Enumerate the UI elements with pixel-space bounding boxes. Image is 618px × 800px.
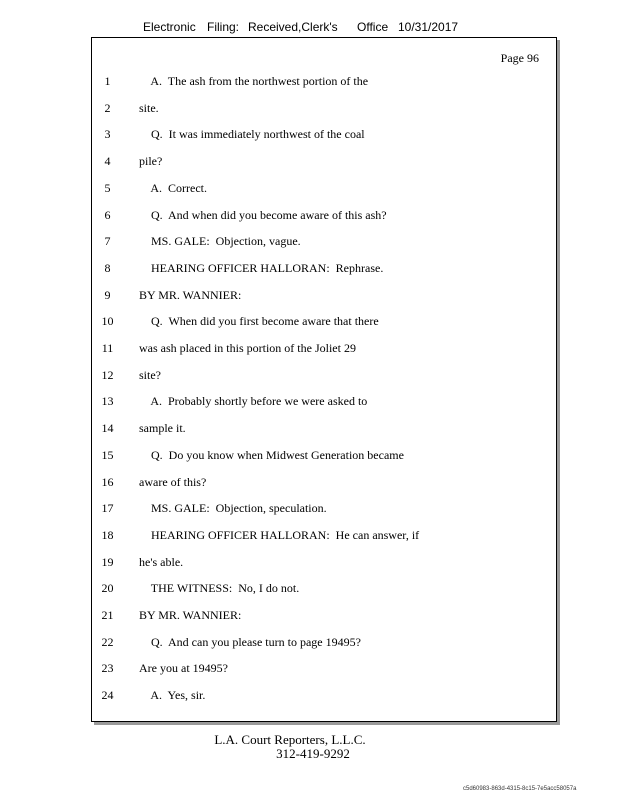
line-text: Q. When did you first become aware that there (139, 314, 379, 329)
transcript-line (92, 581, 556, 599)
transcript-line (92, 608, 556, 626)
document-id: c5d60983-863d-4315-8c15-7e5acc58057a (463, 786, 577, 792)
line-number: 18 (101, 527, 114, 542)
line-text: HEARING OFFICER HALLORAN: He can answer, if (139, 527, 420, 542)
line-text: Q. And when did you become aware of this ash? (139, 207, 387, 222)
header-filing: Filing: (207, 20, 240, 34)
line-text: MS. GALE: Objection, speculation. (139, 501, 327, 516)
transcript-line (92, 528, 556, 546)
transcript-line (92, 127, 556, 145)
line-number: 6 (104, 207, 111, 222)
transcript-page (91, 37, 557, 722)
filing-stamp-header (0, 20, 618, 36)
line-text: sample it. (139, 421, 186, 436)
line-number: 14 (101, 421, 114, 436)
line-number: 19 (101, 554, 114, 569)
transcript-line (92, 368, 556, 386)
line-text: A. Correct. (139, 180, 207, 195)
transcript-line (92, 261, 556, 279)
line-number: 21 (101, 608, 114, 622)
line-number: 22 (101, 634, 114, 649)
transcript-line (92, 555, 556, 573)
transcript-line (92, 181, 556, 199)
line-text: MS. GALE: Objection, vague. (139, 234, 301, 249)
transcript-line (92, 234, 556, 252)
line-number: 10 (101, 314, 114, 329)
line-number: 23 (101, 661, 114, 676)
transcript-line (92, 688, 556, 706)
transcript-line (92, 288, 556, 306)
line-number: 3 (104, 127, 111, 142)
footer-company: L.A. Court Reporters, L.L.C. (214, 732, 366, 747)
footer-phone: 312-419-9292 (276, 746, 350, 761)
line-number: 15 (101, 447, 114, 462)
line-number: 9 (104, 287, 111, 302)
transcript-line (92, 314, 556, 332)
line-number: 1 (104, 74, 111, 88)
line-text: A. Probably shortly before we were asked to (139, 394, 368, 409)
transcript-line (92, 341, 556, 359)
line-text: Q. Do you know when Midwest Generation became (139, 447, 404, 462)
line-number: 13 (101, 394, 114, 409)
header-office: Office (357, 20, 389, 34)
line-text: HEARING OFFICER HALLORAN: Rephrase. (139, 260, 384, 275)
line-number: 11 (101, 341, 114, 355)
transcript-line (92, 661, 556, 679)
line-text: Q. And can you please turn to page 19495? (139, 634, 361, 649)
transcript-line (92, 448, 556, 466)
line-number: 5 (104, 180, 111, 195)
page-number: Page 96 (500, 51, 539, 65)
line-number: 17 (101, 501, 114, 516)
transcript-line (92, 475, 556, 493)
transcript-line (92, 635, 556, 653)
line-number: 7 (104, 234, 111, 249)
line-number: 2 (104, 100, 111, 115)
line-number: 16 (101, 474, 114, 489)
line-text: Are you at 19495? (139, 661, 228, 676)
line-text: Q. It was immediately northwest of the coal (139, 127, 365, 142)
transcript-line (92, 501, 556, 519)
transcript-line (92, 421, 556, 439)
line-text: BY MR. WANNIER: (139, 287, 242, 302)
transcript-line (92, 208, 556, 226)
line-text: was ash placed in this portion of the Joliet 29 (139, 341, 356, 355)
line-number: 8 (104, 260, 111, 275)
header-received: Received,Clerk's (248, 20, 338, 34)
line-text: aware of this? (139, 474, 207, 489)
line-number: 12 (101, 367, 114, 382)
transcript-line (92, 394, 556, 412)
line-number: 20 (101, 581, 114, 596)
transcript-line (92, 101, 556, 119)
line-text: site. (139, 100, 159, 115)
transcript-line (92, 154, 556, 172)
line-text: A. Yes, sir. (139, 688, 206, 703)
line-text: site? (139, 367, 161, 382)
line-text: pile? (139, 154, 163, 169)
line-number: 4 (104, 154, 111, 169)
line-text: BY MR. WANNIER: (139, 608, 242, 622)
header-electronic: Electronic (143, 20, 196, 34)
transcript-line (92, 74, 556, 92)
line-text: A. The ash from the northwest portion of the (139, 74, 369, 88)
line-text: he's able. (139, 554, 184, 569)
line-number: 24 (101, 688, 114, 703)
line-text: THE WITNESS: No, I do not. (139, 581, 300, 596)
header-date: 10/31/2017 (398, 20, 459, 34)
